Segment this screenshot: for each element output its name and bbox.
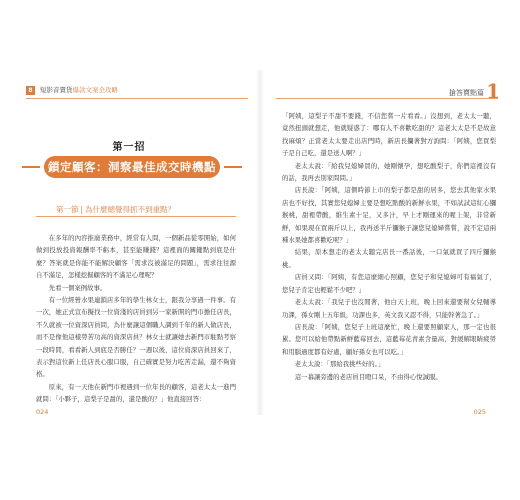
paragraph: 在多年的內容推廣業務中，經常有人問，一個新品從零開始，如何做到投放投資報酬率不虧本，甚至能賺錢？這裡面的關鍵點到底是什麼？答案就是你能不能解決顧客「需求沒被滿足的問題」，需求往往源自不滿足，怎樣挖掘顧客的不滿足心理呢？ xyxy=(36,234,236,280)
paragraph: 結果，原本想走的老太太聽完店長一番話後，一口氣就買了四斤獼猴桃。 xyxy=(282,248,496,269)
paragraph: 有一位經營水果連鎖店多年的學生林女士，跟我分享過一件事。有一次，她正式宣布擬找一位資淺的店員到另一家新開的門市擔任店長，不久就被一位資深店員問，為什麼讓這個職人調到千年的新人做店長，而不是像他這樣勞苦功高的資深店員？林女士就讓她去新門市駐點考察一段時間，看看新人到底是否勝任？一週以後，這位資深店員回來了，表示對這位新上任店長心服口服，自己確實是努力吃苦走漏，還不夠資格。 xyxy=(36,296,236,379)
subsection-title: 為什麼總覺得抓不到重點？ xyxy=(85,205,176,214)
page-number-left: 024 xyxy=(36,408,49,416)
running-header-left xyxy=(40,86,118,95)
subsection-heading xyxy=(56,204,175,215)
page-number-right: 025 xyxy=(473,408,486,416)
header-rule-left xyxy=(26,98,248,99)
running-header-right: 搶答賣點篇 xyxy=(449,89,484,97)
paragraph: 先看一個案例故事。 xyxy=(48,283,107,292)
paragraph: 這一幕讓旁邊的老店員目瞪口呆，不由得心悅誠服。 xyxy=(294,372,442,381)
subsection-rule xyxy=(36,216,236,217)
left-body-text xyxy=(36,232,236,406)
header-rule-right xyxy=(276,98,498,99)
book-title-plain: 短影音賣貨 xyxy=(40,86,73,94)
paragraph: 店員又問：「阿姨，有您這麼細心照顧，您兒子和兒媳婦可有福氣了，您兒子肯定也輕鬆不少吧？」 xyxy=(282,273,496,294)
paragraph: 店長說：「阿姨，這個時節上市的梨子都是甜的居多，您去其他家水果店也不好找，其實您兒媳婦主要是想吃點酸的新鮮水果，不如試試這紅心獼猴桃，甜裡帶酸，維生素十足，又多汁，早上才剛運來的喔上架，非常新鮮，如果現在買兩斤以上，我再送半斤獼猴子讓您兒媳婦嘗嘗，說不定這兩種水果她都喜歡吃呢？」 xyxy=(282,186,496,245)
right-page xyxy=(262,0,520,500)
chapter-banner: 鎖定顧客：洞察最佳成交時機點 xyxy=(44,156,220,178)
book-title-accent: 爆款文案全攻略 xyxy=(72,86,118,94)
paragraph: 老太太說：「給我兒媳婦買的，她剛懷孕，想吃酸梨子，你們這裡沒有的話，我再去別家問問。」 xyxy=(282,161,496,183)
subsection-divider: | xyxy=(80,205,84,214)
paragraph: 「阿姨，這梨子不甜不要錢，不信您嘗一片看看。」沒想到，老太太一聽，竟然扭頭就想走，他就疑惑了：哪有人不喜歡吃甜的？這老太太是不是故意找麻煩？正當老太太要走出店門時，新店長攔著對方詢問：「阿姨，您買梨子是自己吃，還是送人啊？」 xyxy=(282,112,496,158)
left-page xyxy=(0,0,258,500)
paragraph: 老太太說：「我兒子也沒閒著，他白天上班，晚上回來還要幫女兒輔導功課，孫女剛上五年級，功課也多，英文我又認不得，只能幹著急了。」 xyxy=(282,298,496,319)
paragraph: 店長說：「阿姨，您兒子上班這麼忙，晚上還要照顧家人，那一定也很累。您可以給他帶點新鮮藍莓回去，這藍莓花青素含量高，對緩解眼睛疲勞和用腦過度都有好處，顧好孫女也可以吃。」 xyxy=(282,322,496,356)
paragraph: 老太太說：「那給我挑些好的。」 xyxy=(294,360,385,369)
paragraph: 原來，有一天他在新門市裡遇到一位年長的顧客，這老太太一進門就問：「小夥子，這梨子是甜的，還是酸的？」他直接回答： xyxy=(36,382,236,404)
chapter-badge: 8 xyxy=(26,86,35,95)
right-body-text xyxy=(282,110,496,383)
chapter-number: 1 xyxy=(486,79,500,103)
lesson-title: 第一招 xyxy=(112,142,146,153)
subsection-label: 第一節 xyxy=(56,205,79,214)
